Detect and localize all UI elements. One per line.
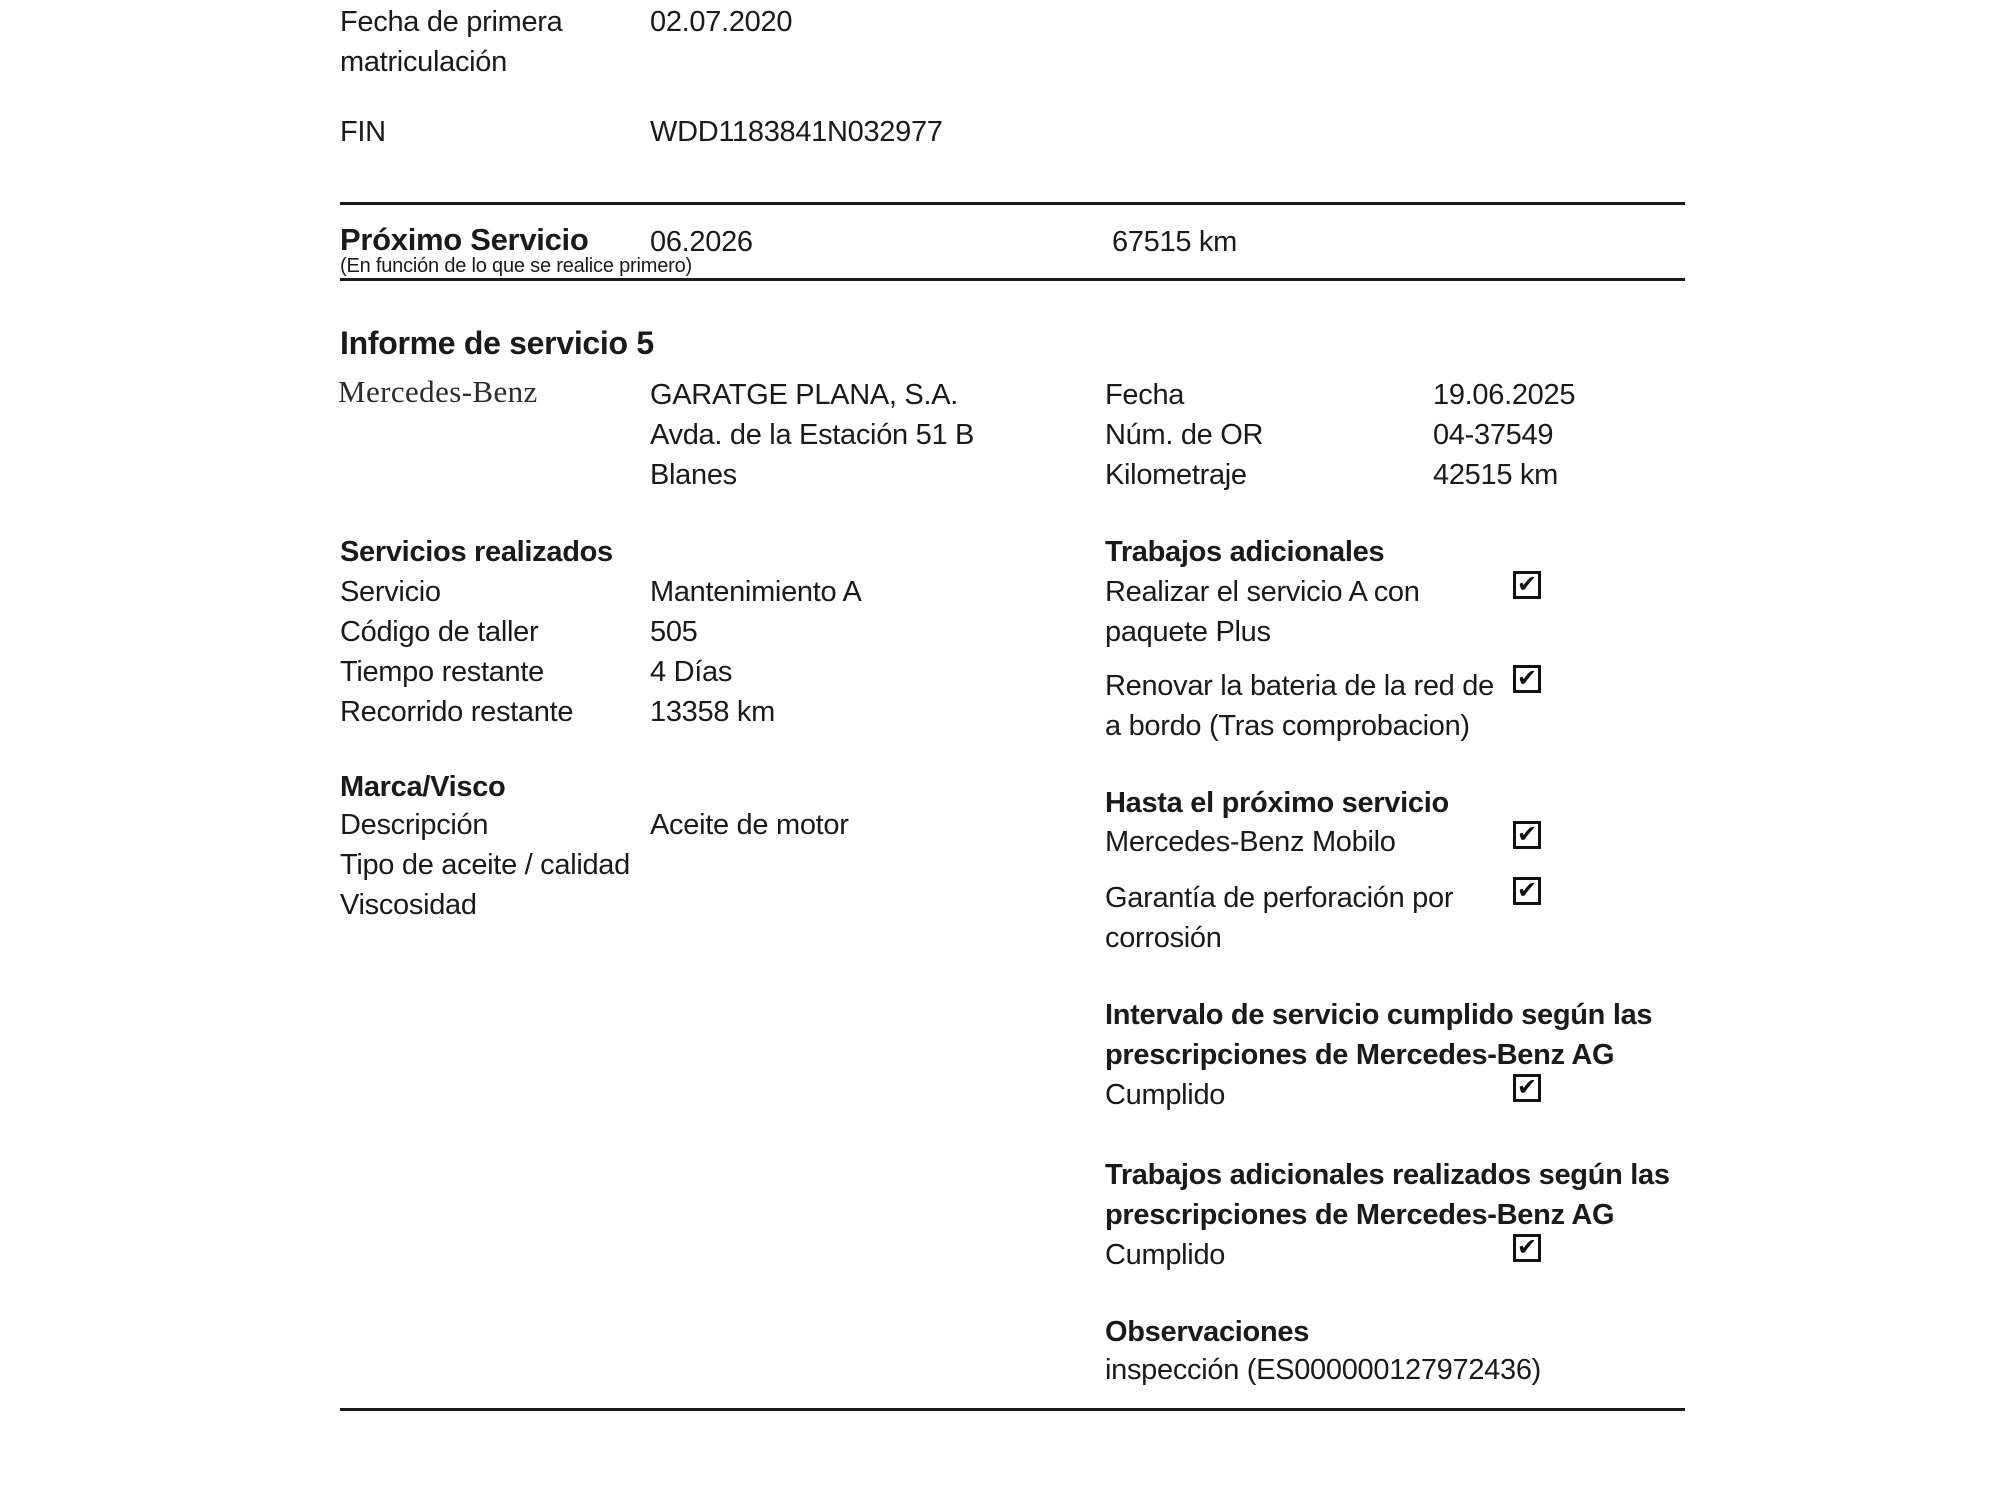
divider-line-middle <box>340 278 1685 281</box>
check-icon: ✔ <box>1516 570 1538 598</box>
report-title: Informe de servicio 5 <box>340 325 654 361</box>
check-icon: ✔ <box>1516 876 1538 904</box>
mobilo-item-label: Mercedes-Benz Mobilo <box>1105 826 1396 858</box>
fin-label: FIN <box>340 116 386 148</box>
check-icon: ✔ <box>1516 820 1538 848</box>
next-service-note: (En función de lo que se realice primero) <box>340 255 692 277</box>
marca-visco-title: Marca/Visco <box>340 771 506 803</box>
distance-remaining-label: Recorrido restante <box>340 696 574 728</box>
next-service-title: Próximo Servicio <box>340 222 589 257</box>
workshop-code-value: 505 <box>650 616 698 648</box>
order-number-value: 04-37549 <box>1433 419 1554 451</box>
interval-compliance-checkbox <box>1513 1074 1541 1102</box>
dealer-city: Blanes <box>650 459 737 491</box>
first-registration-label: Fecha de primera matriculación <box>340 6 563 78</box>
interval-compliance-title: Intervalo de servicio cumplido según las prescripciones de Mercedes-Benz AG <box>1105 999 1653 1071</box>
divider-line-bottom <box>340 1408 1685 1411</box>
additional-work-item-label: Renovar la bateria de la red de a bordo (Tras comprobacion) <box>1105 670 1494 742</box>
report-date-label: Fecha <box>1105 379 1185 411</box>
corrosion-warranty-label: Garantía de perforación por corrosión <box>1105 882 1454 954</box>
next-service-mileage: 67515 km <box>1112 226 1237 258</box>
oil-type-label: Tipo de aceite / calidad <box>340 849 630 881</box>
check-icon: ✔ <box>1516 1073 1538 1101</box>
time-remaining-value: 4 Días <box>650 656 733 688</box>
description-label: Descripción <box>340 809 489 841</box>
additional-works-title: Trabajos adicionales <box>1105 536 1385 568</box>
first-registration-value: 02.07.2020 <box>650 6 793 38</box>
additional-work-item-checkbox <box>1513 665 1541 693</box>
mileage-value: 42515 km <box>1433 459 1558 491</box>
workshop-code-label: Código de taller <box>340 616 539 648</box>
distance-remaining-value: 13358 km <box>650 696 775 728</box>
divider-line-top <box>340 202 1685 205</box>
observations-title: Observaciones <box>1105 1316 1310 1348</box>
check-icon: ✔ <box>1516 1233 1538 1261</box>
fin-value: WDD1183841N032977 <box>650 116 943 148</box>
viscosity-label: Viscosidad <box>340 889 477 921</box>
service-row-value: Mantenimiento A <box>650 576 862 608</box>
check-icon: ✔ <box>1516 664 1538 692</box>
until-next-service-title: Hasta el próximo servicio <box>1105 787 1449 819</box>
additional-work-item-label: Realizar el servicio A con paquete Plus <box>1105 576 1420 648</box>
interval-compliance-item-label: Cumplido <box>1105 1079 1226 1111</box>
services-performed-title: Servicios realizados <box>340 536 613 568</box>
dealer-name: GARATGE PLANA, S.A. <box>650 379 959 411</box>
works-compliance-checkbox <box>1513 1234 1541 1262</box>
works-compliance-title: Trabajos adicionales realizados según las prescripciones de Mercedes-Benz AG <box>1105 1159 1670 1231</box>
corrosion-warranty-checkbox <box>1513 877 1541 905</box>
time-remaining-label: Tiempo restante <box>340 656 544 688</box>
mercedes-benz-wordmark: Mercedes-Benz <box>338 374 538 409</box>
description-value: Aceite de motor <box>650 809 849 841</box>
order-number-label: Núm. de OR <box>1105 419 1264 451</box>
mileage-label: Kilometraje <box>1105 459 1247 491</box>
works-compliance-item-label: Cumplido <box>1105 1239 1226 1271</box>
dealer-address: Avda. de la Estación 51 B <box>650 419 975 451</box>
next-service-date: 06.2026 <box>650 226 753 258</box>
additional-work-item-checkbox <box>1513 571 1541 599</box>
mobilo-item-checkbox <box>1513 821 1541 849</box>
report-date-value: 19.06.2025 <box>1433 379 1576 411</box>
service-row-label: Servicio <box>340 576 441 608</box>
observations-text: inspección (ES000000127972436) <box>1105 1354 1542 1386</box>
